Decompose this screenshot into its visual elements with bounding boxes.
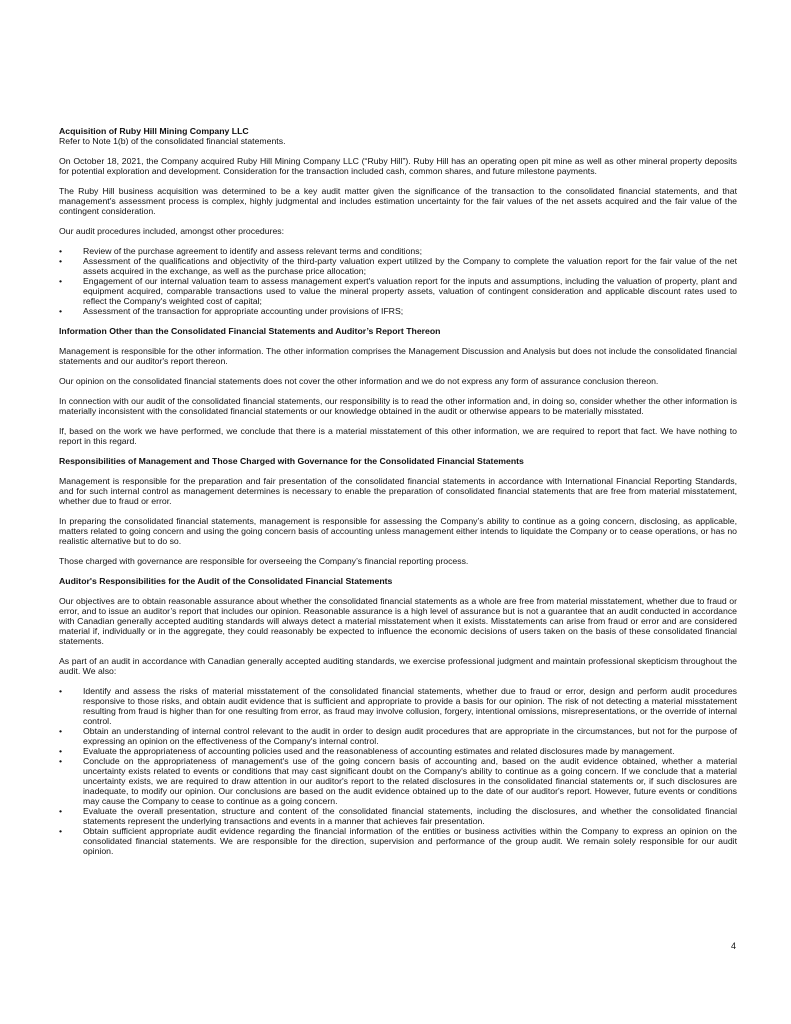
paragraph-other-info-4: If, based on the work we have performed, we conclude that there is a material misstatement of this other information, we are required to report that fact. We have nothing to report in this regard. — [59, 426, 737, 446]
section-heading-ruby-hill: Acquisition of Ruby Hill Mining Company LLC — [59, 126, 249, 136]
bullet-icon: • — [59, 806, 63, 816]
bullet-icon: • — [59, 686, 63, 696]
procedures-list — [59, 246, 737, 316]
bullet-icon: • — [59, 756, 63, 766]
list-item — [59, 756, 737, 806]
paragraph-auditor-we-also: As part of an audit in accordance with Canadian generally accepted auditing standards, we exercise professional judgment and maintain professional skepticism throughout the audit. We also: — [59, 656, 737, 676]
paragraph-procedures-intro: Our audit procedures included, amongst other procedures: — [59, 226, 285, 236]
paragraph-management-2: In preparing the consolidated financial statements, management is responsible for assessing the Company’s ability to continue as a going concern, disclosing, as applicable, matters related to going concern and using the going concern basis of accounting unless management either intends to liquidate the Company or to cease operations, or has no realistic alternative but to do so. — [59, 516, 737, 546]
bullet-icon: • — [59, 276, 63, 286]
list-item-text: Conclude on the appropriateness of management's use of the going concern basis of accounting and, based on the audit evidence obtained, whether a material uncertainty exists related to events or conditions that may cast significant doubt on the Company's ability to continue as a going concern. If we conclude that a material uncertainty exists, we are required to draw attention in our auditor's report to the related disclosures in the consolidated financial statements or, if such disclosures are inadequate, to modify our opinion. Our conclusions are based on the audit evidence obtained up to the date of our auditor's report. However, future events or conditions may cause the Company to cease to continue as a going concern. — [83, 756, 737, 806]
paragraph-other-info-3: In connection with our audit of the consolidated financial statements, our responsibility is to read the other information and, in doing so, consider whether the other information is materially inconsistent with the consolidated financial statements or our knowledge obtained in the audit or otherwise appears to be materially misstated. — [59, 396, 737, 416]
section-heading-auditor: Auditor's Responsibilities for the Audit of the Consolidated Financial Statements — [59, 576, 393, 586]
list-item-text: Identify and assess the risks of material misstatement of the consolidated financial statements, whether due to fraud or error, design and perform audit procedures responsive to those risks, and obtain audit evidence that is sufficient and appropriate to provide a basis for our opinion. The risk of not detecting a material misstatement resulting from fraud is higher than for one resulting from error, as fraud may involve collusion, forgery, intentional omissions, misrepresentations, or the override of internal control. — [83, 686, 737, 726]
section-management-responsibilities — [59, 456, 737, 566]
list-item — [59, 826, 737, 856]
section-other-information — [59, 326, 737, 446]
list-item — [59, 256, 737, 276]
section-auditor-responsibilities — [59, 576, 737, 856]
list-item — [59, 806, 737, 826]
list-item-text: Engagement of our internal valuation team to assess management expert's valuation report for the inputs and assumptions, including the valuation of property, plant and equipment acquired, comparable transactions used to value the mineral property assets, valuation of contingent consideration and applicable discount rates used to reflect the Company's weighted cost of capital; — [83, 276, 737, 306]
bullet-icon: • — [59, 726, 63, 736]
list-item — [59, 276, 737, 306]
list-item — [59, 686, 737, 726]
list-item — [59, 306, 737, 316]
paragraph-acquisition: On October 18, 2021, the Company acquired Ruby Hill Mining Company LLC (“Ruby Hill”). Ruby Hill has an operating open pit mine as well as other mineral property deposits for potential exploration and development. Consideration for the transaction included cash, common shares, and future milestone payments. — [59, 156, 737, 176]
paragraph-auditor-objectives: Our objectives are to obtain reasonable assurance about whether the consolidated financial statements as a whole are free from material misstatement, whether due to fraud or error, and to issue an auditor’s report that includes our opinion. Reasonable assurance is a high level of assurance but is not a guarantee that an audit conducted in accordance with Canadian generally accepted auditing standards will always detect a material misstatement when it exists. Misstatements can arise from fraud or error and are considered material if, individually or in the aggregate, they could reasonably be expected to influence the economic decisions of users taken on the basis of these consolidated financial statements. — [59, 596, 737, 646]
paragraph-other-info-2: Our opinion on the consolidated financial statements does not cover the other information and we do not express any form of assurance conclusion thereon. — [59, 376, 659, 386]
list-item-text: Review of the purchase agreement to identify and assess relevant terms and conditions; — [83, 246, 422, 256]
bullet-icon: • — [59, 246, 63, 256]
section-heading-management: Responsibilities of Management and Those Charged with Governance for the Consolidated Financial Statements — [59, 456, 524, 466]
list-item-text: Assessment of the qualifications and objectivity of the third-party valuation expert utilized by the Company to complete the valuation report for the fair value of the net assets acquired in the exchange, as well as the purchase price allocation; — [83, 256, 737, 276]
list-item — [59, 746, 737, 756]
list-item — [59, 246, 737, 256]
list-item-text: Obtain an understanding of internal control relevant to the audit in order to design audit procedures that are appropriate in the circumstances, but not for the purpose of expressing an opinion on the effectiveness of the Company's internal control. — [83, 726, 737, 746]
section-heading-other-information: Information Other than the Consolidated Financial Statements and Auditor’s Report Thereon — [59, 326, 441, 336]
bullet-icon: • — [59, 256, 63, 266]
bullet-icon: • — [59, 306, 63, 316]
auditor-procedures-list — [59, 686, 737, 856]
list-item — [59, 726, 737, 746]
paragraph-other-info-1: Management is responsible for the other information. The other information comprises the Management Discussion and Analysis but does not include the consolidated financial statements and our auditor's report thereon. — [59, 346, 737, 366]
section-ruby-hill — [59, 126, 737, 316]
list-item-text: Obtain sufficient appropriate audit evidence regarding the financial information of the entities or business activities within the Company to express an opinion on the consolidated financial statements. We are responsible for the direction, supervision and performance of the group audit. We remain solely responsible for our audit opinion. — [83, 826, 737, 856]
list-item-text: Assessment of the transaction for appropriate accounting under provisions of IFRS; — [83, 306, 404, 316]
paragraph-note-reference: Refer to Note 1(b) of the consolidated financial statements. — [59, 136, 286, 146]
page-number: 4 — [730, 941, 736, 951]
paragraph-key-audit-matter: The Ruby Hill business acquisition was determined to be a key audit matter given the significance of the transaction to the consolidated financial statements, and that management's assessment process is complex, highly judgmental and includes estimation uncertainty for the fair values of the net assets acquired and the fair value of the contingent consideration. — [59, 186, 737, 216]
list-item-text: Evaluate the overall presentation, structure and content of the consolidated financial statements, including the disclosures, and whether the consolidated financial statements represent the underlying transactions and events in a manner that achieves fair presentation. — [83, 806, 737, 826]
document-page — [59, 126, 737, 866]
bullet-icon: • — [59, 746, 63, 756]
paragraph-management-1: Management is responsible for the preparation and fair presentation of the consolidated financial statements in accordance with International Financial Reporting Standards, and for such internal control as management determines is necessary to enable the preparation of consolidated financial statements that are free from material misstatement, whether due to fraud or error. — [59, 476, 737, 506]
paragraph-management-3: Those charged with governance are responsible for overseeing the Company’s financial reporting process. — [59, 556, 469, 566]
bullet-icon: • — [59, 826, 63, 836]
list-item-text: Evaluate the appropriateness of accounting policies used and the reasonableness of accounting estimates and related disclosures made by management. — [83, 746, 675, 756]
